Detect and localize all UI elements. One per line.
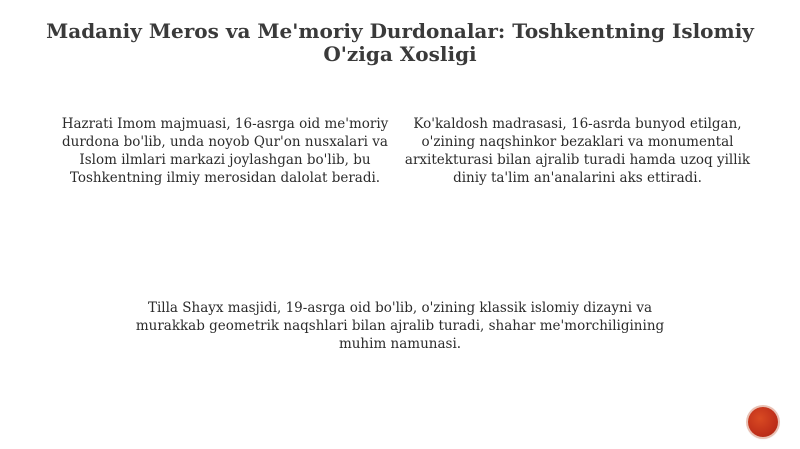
paragraph-tilla-shayx: Tilla Shayx masjidi, 19-asrga oid bo'lib, o'zining klassik islomiy dizayni va murakkab geometrik naqshlari bilan ajralib turadi, shahar me'morchiligining muhim namunasi. <box>135 300 665 352</box>
paragraph-hazrati-imom: Hazrati Imom majmuasi, 16-asrga oid me'moriy durdona bo'lib, unda noyob Qur'on nusxalari va Islom ilmlari markazi joylashgan bo'lib, bu Toshkentning ilmiy merosidan dalolat beradi. <box>61 116 389 186</box>
slide-title: Madaniy Meros va Me'moriy Durdonalar: Toshkentning Islomiy O'ziga Xosligi <box>46 19 754 66</box>
paragraph-kokaldosh: Ko'kaldosh madrasasi, 16-asrda bunyod etilgan, o'zining naqshinkor bezaklari va monumental arxitekturasi bilan ajralib turadi hamda uzoq yillik diniy ta'lim an'analarini aks ettiradi. <box>404 116 751 186</box>
next-slide-button[interactable] <box>748 407 778 437</box>
